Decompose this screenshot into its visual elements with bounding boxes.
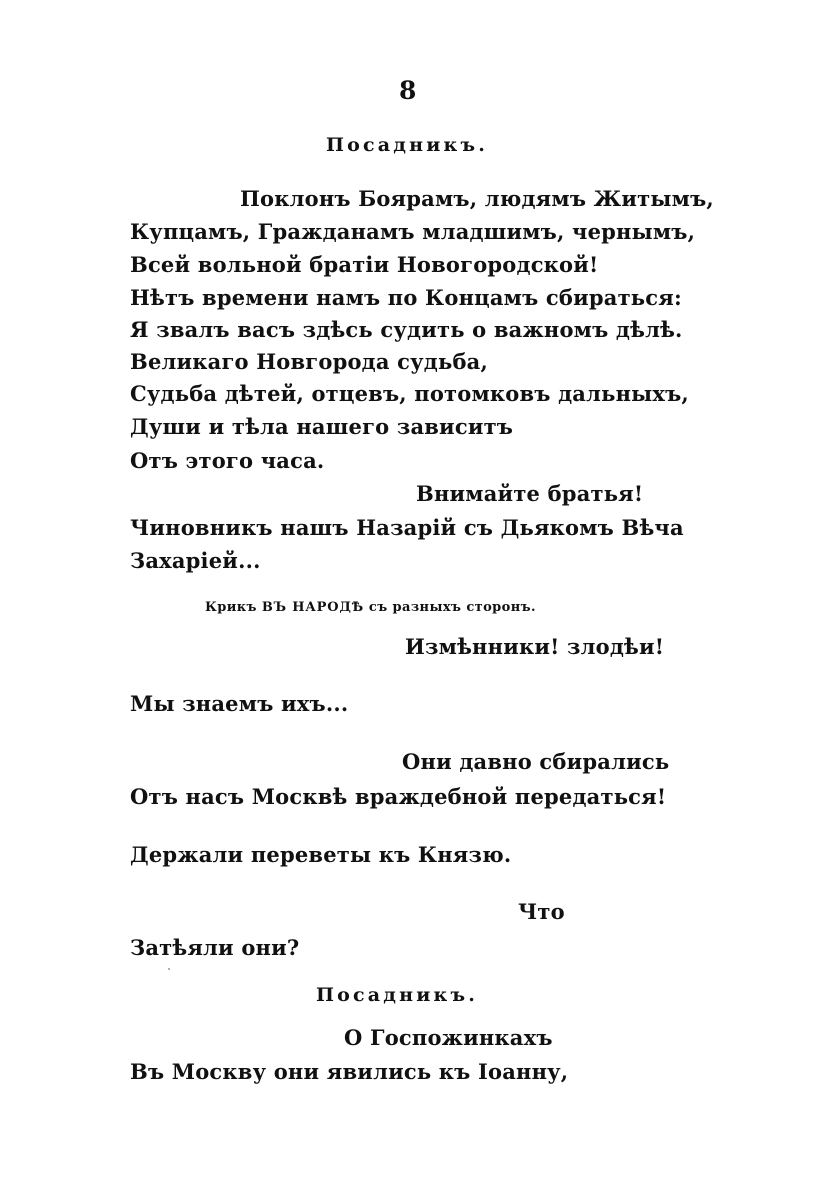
verse-line: Внимайте братья! (416, 481, 644, 506)
speaker-label: Посадникъ. (316, 984, 479, 1006)
verse-line: Я звалъ васъ здѣсь судить о важномъ дѣлѣ. (130, 317, 683, 342)
verse-line: Измѣнники! злодѣи! (405, 634, 665, 659)
verse-line: Чиновникъ нашъ Назарій съ Дьякомъ Вѣча (130, 515, 684, 540)
verse-line: Они давно сбирались (402, 749, 670, 774)
verse-line: Что (518, 899, 565, 924)
stage-direction-prefix: Крикъ (205, 600, 257, 615)
verse-line: Отъ этого часа. (130, 448, 325, 473)
verse-line: Захаріей... (130, 548, 261, 573)
verse-line: Отъ насъ Москвѣ враждебной передаться! (130, 784, 667, 809)
stage-direction (205, 601, 536, 614)
stage-direction-caps: ВЪ НАРОДѢ (261, 600, 364, 615)
print-speck (168, 968, 170, 970)
verse-line: Великаго Новгорода судьба, (130, 349, 488, 374)
verse-line: Купцамъ, Гражданамъ младшимъ, чернымъ, (130, 219, 696, 244)
verse-line: Нѣтъ времени намъ по Концамъ сбираться: (130, 285, 682, 310)
verse-line: Души и тѣла нашего зависитъ (130, 414, 514, 439)
verse-line: Въ Москву они явились къ Іоанну, (130, 1059, 569, 1084)
stage-direction-suffix: съ разныхъ сторонъ. (368, 600, 536, 615)
verse-line: Судьба дѣтей, отцевъ, потомковъ дальныхъ, (130, 381, 689, 406)
verse-line: Всей вольной братіи Новогородской! (130, 252, 599, 277)
verse-line: О Госпожинкахъ (344, 1025, 553, 1050)
page-number: 8 (399, 76, 417, 105)
verse-line: Мы знаемъ ихъ... (130, 691, 349, 716)
verse-line: Поклонъ Боярамъ, людямъ Житымъ, (240, 186, 714, 211)
speaker-label: Посадникъ. (326, 134, 489, 156)
verse-line: Затѣяли они? (130, 935, 300, 960)
verse-line: Держали переветы къ Князю. (130, 842, 512, 867)
